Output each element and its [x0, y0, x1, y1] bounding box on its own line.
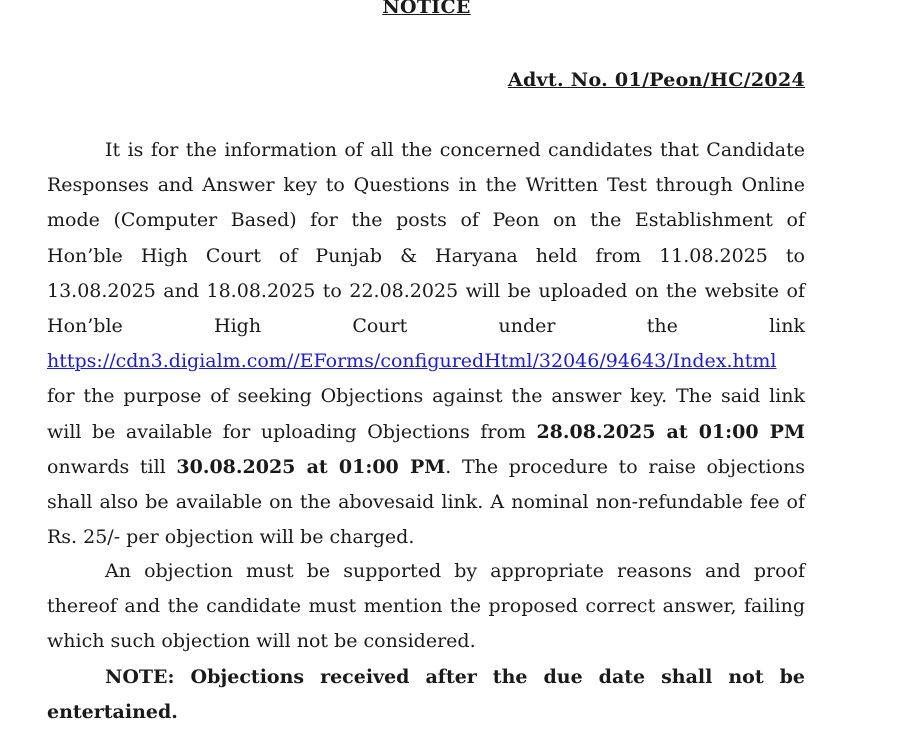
paragraph2-line-2: thereof and the candidate must mention the proposed correct answer, failing — [47, 595, 805, 618]
paragraph1-line-1: It is for the information of all the concerned candidates that Candidate — [105, 139, 805, 161]
note-paragraph — [47, 660, 805, 730]
paragraph1-line-12: Rs. 25/- per objection will be charged. — [47, 526, 415, 549]
notice-paragraph-1 — [47, 133, 805, 555]
paragraph1-line-2: Responses and Answer key to Questions in the Written Test through Online — [47, 174, 805, 197]
paragraph1-line-8: for the purpose of seeking Objections against the answer key. The said link — [47, 385, 805, 408]
objection-window-text: will be available for uploading Objections from — [47, 420, 537, 443]
paragraph1-line-9 — [47, 415, 805, 450]
note-line-2: entertained. — [47, 701, 178, 724]
paragraph1-line-10 — [47, 450, 805, 485]
objection-end-prefix: onwards till — [47, 455, 177, 478]
paragraph2-line-3: which such objection will not be considered. — [47, 630, 476, 653]
objection-procedure-text: . The procedure to raise objections — [445, 455, 805, 478]
objection-end-date: 30.08.2025 at 01:00 PM — [176, 455, 446, 478]
paragraph2-line-1: An objection must be supported by appropriate reasons and proof — [105, 560, 805, 582]
note-line-1: NOTE: Objections received after the due date shall not be — [105, 666, 805, 688]
paragraph1-line-3: mode (Computer Based) for the posts of Peon on the Establishment of — [47, 209, 805, 232]
paragraph1-line-6: Hon’ble High Court under the link — [47, 315, 805, 338]
notice-paragraph-2 — [47, 554, 805, 660]
paragraph1-line-5: 13.08.2025 and 18.08.2025 to 22.08.2025 will be uploaded on the website of — [47, 279, 805, 302]
advertisement-number: Advt. No. 01/Peon/HC/2024 — [507, 69, 805, 91]
notice-title: NOTICE — [382, 0, 471, 18]
paragraph1-line-11: shall also be available on the abovesaid link. A nominal non-refundable fee of — [47, 491, 805, 514]
answer-key-link[interactable]: https://cdn3.digialm.com//EForms/configuredHtml/32046/94643/Index.html — [47, 350, 777, 373]
objection-start-date: 28.08.2025 at 01:00 PM — [536, 420, 805, 443]
paragraph1-line-4: Hon’ble High Court of Punjab & Haryana held from 11.08.2025 to — [47, 244, 805, 267]
